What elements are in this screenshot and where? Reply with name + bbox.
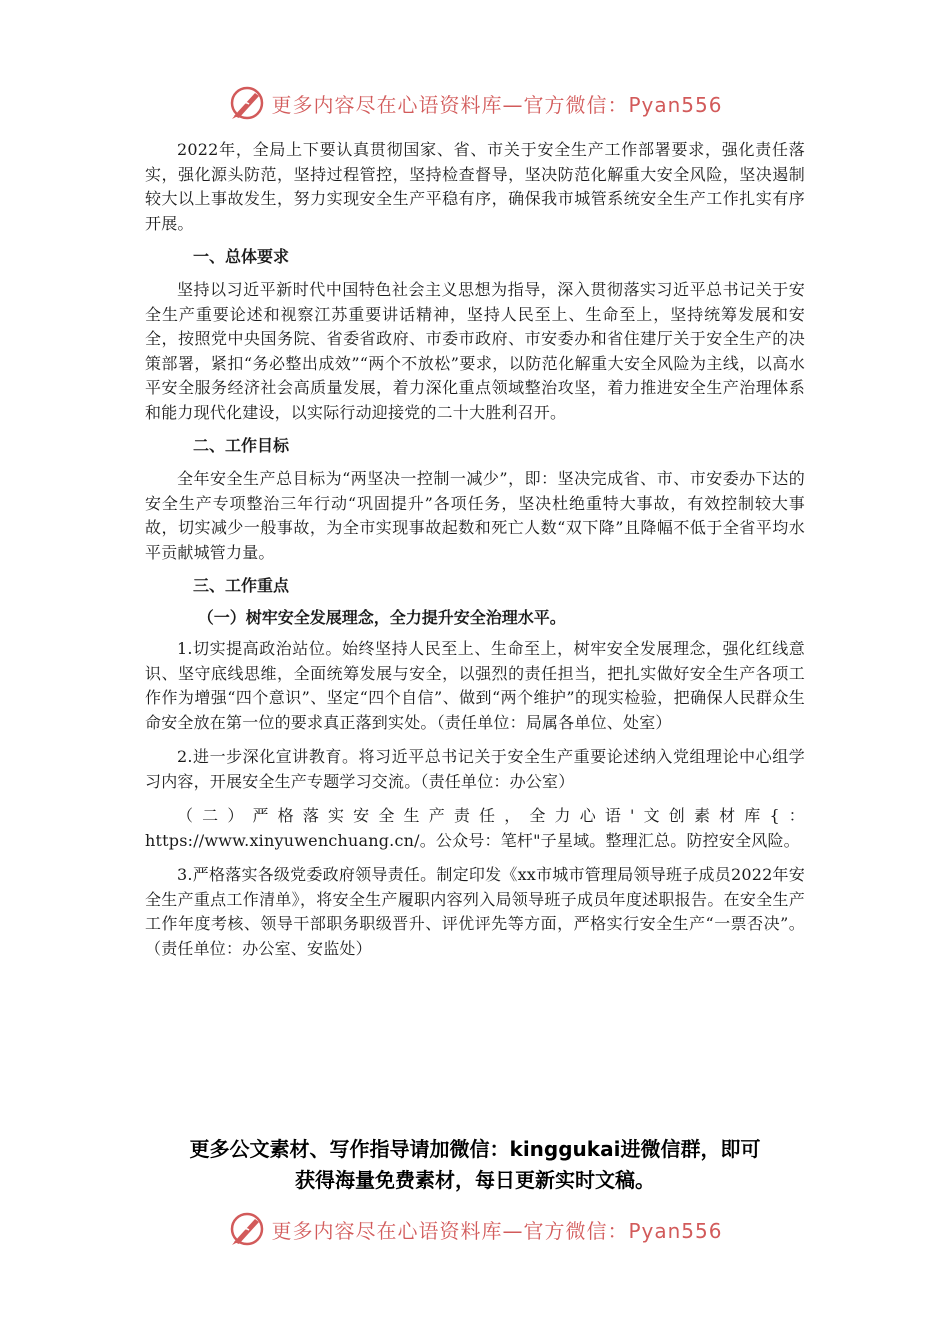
bottom-banner [0, 1207, 950, 1251]
pen-ink-logo-icon [227, 83, 267, 123]
document-body [145, 138, 805, 961]
item-2-paragraph: 2.进一步深化宣讲教育。将习近平总书记关于安全生产重要论述纳入党组理论中心组学习内容，开展安全生产专题学习交流。（责任单位：办公室） [145, 747, 805, 791]
section-3-heading: 三、工作重点 [193, 576, 290, 595]
item-3-paragraph: 3.严格落实各级党委政府领导责任。制定印发《xx市城市管理局领导班子成员2022年安全生产重点工作清单》，将安全生产履职内容列入局领导班子成员年度述职报告。在安全生产工作年度考核、领导干部职务职级晋升、评优评先等方面，严格实行安全生产“一票否决”。（责任单位：办公室、安监处） [145, 865, 805, 958]
section-2-body: 全年安全生产总目标为“两坚决一控制一减少”，即：坚决完成省、市、市安委办下达的安全生产专项整治三年行动“巩固提升”各项任务，坚决杜绝重特大事故，有效控制较大事故，切实减少一般事故，为全市实现事故起数和死亡人数“双下降”且降幅不低于全省平均水平贡献城管力量。 [145, 469, 805, 562]
promo-line-2: 获得海量免费素材，每日更新实时文稿。 [295, 1168, 655, 1192]
section-2-heading: 二、工作目标 [193, 436, 290, 455]
section-1-body: 坚持以习近平新时代中国特色社会主义思想为指导，深入贯彻落实习近平总书记关于安全生产重要论述和视察江苏重要讲话精神，坚持人民至上、生命至上，坚持统筹发展和安全，按照党中央国务院、省委省政府、市委市政府、市安委办和省住建厅关于安全生产的决策部署，紧扣“务必整出成效”“两个不放松”要求，以防范化解重大安全风险为主线，以高水平安全服务经济社会高质量发展，着力深化重点领域整治攻坚，着力推进安全生产治理体系和能力现代化建设，以实际行动迎接党的二十大胜利召开。 [145, 280, 805, 422]
section-1-heading: 一、总体要求 [193, 247, 290, 266]
intro-paragraph: 2022年，全局上下要认真贯彻国家、省、市关于安全生产工作部署要求，强化责任落实，强化源头防范，坚持过程管控，坚持检查督导，坚决防范化解重大安全风险，坚决遏制较大以上事故发生，努力实现安全生产平稳有序，确保我市城管系统安全生产工作扎实有序开展。 [145, 140, 805, 233]
pen-ink-logo-icon [227, 1209, 267, 1249]
promo-line-1: 更多公文素材、写作指导请加微信：kinggukai进微信群，即可 [189, 1137, 761, 1161]
item-1-paragraph: 1.切实提高政治站位。始终坚持人民至上、生命至上，树牢安全发展理念，强化红线意识、坚守底线思维，全面统筹发展与安全，以强烈的责任担当，把扎实做好安全生产各项工作作为增强“四个意识”、坚定“四个自信”、做到“两个维护”的现实检验，把确保人民群众生命安全放在第一位的要求真正落到实处。（责任单位：局属各单位、处室） [145, 639, 805, 732]
banner-text: 更多内容尽在心语资料库—官方微信：Pyan556 [271, 1218, 723, 1243]
subsection-2-paragraph: （二）严格落实安全生产责任，全力心语'文创素材库{：https://www.xinyuwenchuang.cn/。公众号：笔杆"子星域。整理汇总。防控安全风险。 [145, 806, 805, 850]
promo-notice [120, 1134, 830, 1196]
top-banner [0, 81, 950, 125]
banner-text: 更多内容尽在心语资料库—官方微信：Pyan556 [271, 92, 723, 117]
subsection-1-heading: （一）树牢安全发展理念，全力提升安全治理水平。 [197, 608, 566, 627]
